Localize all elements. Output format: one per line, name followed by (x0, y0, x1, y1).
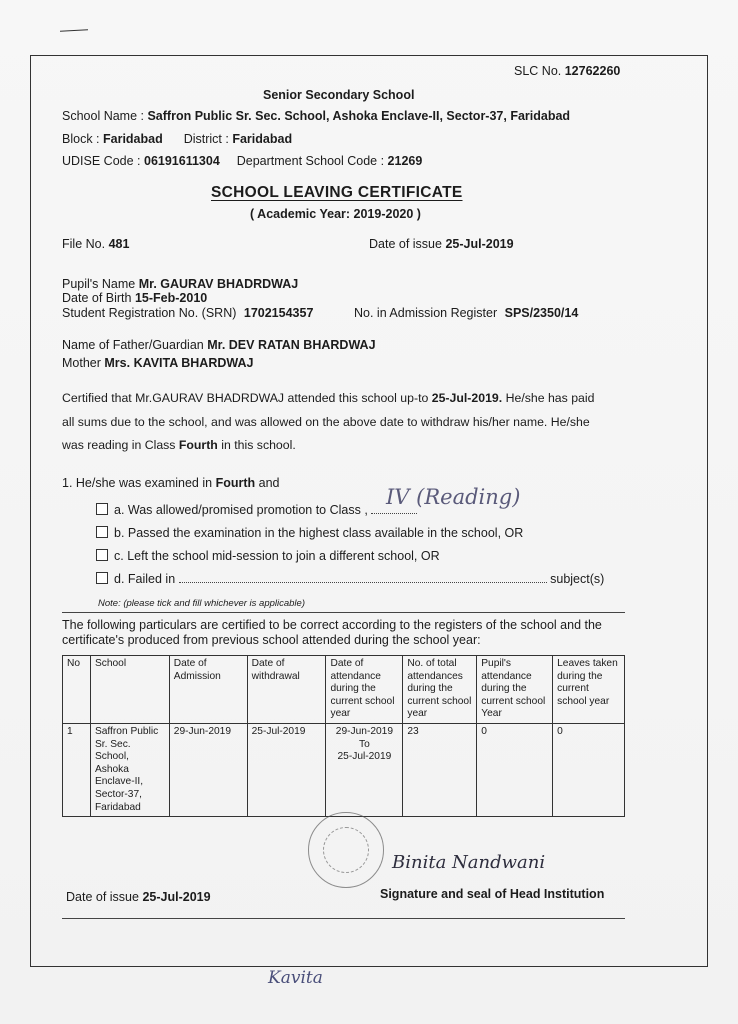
school-name-value: Saffron Public Sr. Sec. School, Ashoka Enclave-II, Sector-37, Faridabad (147, 109, 571, 123)
dept-code-value: 21269 (387, 154, 423, 168)
pen-mark (60, 29, 88, 31)
row-number: 1 (63, 723, 91, 816)
statement-line-2: all sums due to the school, and was allowed on the above date to withdraw his/her name. He/she (62, 415, 590, 429)
dob-value: 15-Feb-2010 (134, 291, 208, 305)
slc-label: SLC No. (514, 64, 562, 78)
signature-caption: Signature and seal of Head Institution (380, 887, 605, 901)
row-admission-date: 29-Jun-2019 (169, 723, 247, 816)
particulars-table (62, 655, 625, 817)
column-header: Date of Admission (169, 656, 247, 724)
srn-line (62, 306, 313, 320)
checkbox-a[interactable] (96, 503, 108, 515)
school-seal (308, 812, 384, 888)
column-header: School (90, 656, 169, 724)
column-header: Pupil's attendance during the current school Year (477, 656, 553, 724)
handwritten-class: IV (Reading) (386, 485, 521, 509)
father-label: Name of Father/Guardian (62, 338, 204, 352)
checkbox-d[interactable] (96, 572, 108, 584)
option-d (96, 572, 604, 586)
row-attendance-period (326, 723, 403, 816)
option-b-label: b. Passed the examination in the highest class available in the school, OR (114, 526, 524, 540)
school-name-label: School Name : (62, 109, 144, 123)
column-header: No. of total attendances during the current school year (403, 656, 477, 724)
admission-register-line (354, 306, 578, 320)
checkbox-b[interactable] (96, 526, 108, 538)
issue-date-bottom (66, 890, 211, 904)
pupil-name-value: Mr. GAURAV BHADRDWAJ (138, 277, 299, 291)
school-name-line (62, 109, 570, 123)
statement-line-3 (62, 434, 296, 456)
option-d-label: d. Failed in (114, 572, 176, 586)
srn-value: 1702154357 (243, 306, 314, 320)
particulars-intro-2: certificate's produced from previous school attended during the school year: (62, 633, 481, 647)
block-district-line (62, 132, 292, 146)
table-header-row (63, 656, 625, 724)
exam-question (62, 476, 280, 490)
exam-text: 1. He/she was examined in (62, 476, 213, 490)
admission-register-label: No. in Admission Register (354, 306, 498, 320)
file-number (62, 237, 129, 251)
row-pupil-attendance: 0 (477, 723, 553, 816)
mother-label: Mother (62, 356, 101, 370)
attendance-to: 25-Jul-2019 (337, 751, 392, 763)
table-row (63, 723, 625, 816)
column-header: No (63, 656, 91, 724)
pupil-name-line (62, 277, 298, 291)
statement-date: 25-Jul-2019. (431, 391, 503, 405)
statement-class: Fourth (178, 438, 218, 452)
file-label: File No. (62, 237, 106, 251)
option-a (96, 503, 417, 517)
bottom-handwriting: Kavita (268, 968, 323, 988)
certificate-title: SCHOOL LEAVING CERTIFICATE (211, 184, 463, 201)
row-total-attendances: 23 (403, 723, 477, 816)
father-line (62, 338, 376, 352)
block-label: Block : (62, 132, 100, 146)
mother-line (62, 356, 253, 370)
option-b (96, 526, 523, 540)
column-header: Date of attendance during the current school year (326, 656, 403, 724)
dept-code-label: Department School Code : (236, 154, 385, 168)
dob-line (62, 291, 207, 305)
statement-line-1 (62, 387, 594, 409)
pupil-name-label: Pupil's Name (62, 277, 136, 291)
father-value: Mr. DEV RATAN BHARDWAJ (207, 338, 376, 352)
admission-register-value: SPS/2350/14 (504, 306, 579, 320)
dob-label: Date of Birth (62, 291, 132, 305)
checkbox-c[interactable] (96, 549, 108, 561)
column-header: Leaves taken during the current school year (553, 656, 625, 724)
district-label: District : (183, 132, 229, 146)
udise-value: 06191611304 (144, 154, 220, 168)
attendance-to-label: To (359, 738, 370, 750)
bottom-divider (62, 918, 625, 919)
attendance-from: 29-Jun-2019 (335, 725, 394, 737)
instruction-note: Note: (please tick and fill whichever is applicable) (98, 598, 305, 609)
statement-text: He/she has paid (505, 391, 595, 405)
srn-label: Student Registration No. (SRN) (62, 306, 237, 320)
mother-value: Mrs. KAVITA BHARDWAJ (104, 356, 254, 370)
slc-number (514, 64, 620, 78)
column-header: Date of withdrawal (247, 656, 326, 724)
district-value: Faridabad (232, 132, 293, 146)
option-c (96, 549, 440, 563)
row-leaves: 0 (553, 723, 625, 816)
head-signature: Binita Nandwani (392, 852, 546, 873)
academic-year: ( Academic Year: 2019-2020 ) (250, 207, 421, 221)
slc-value: 12762260 (564, 64, 621, 78)
row-withdrawal-date: 25-Jul-2019 (247, 723, 326, 816)
file-value: 481 (108, 237, 130, 251)
option-c-label: c. Left the school mid-session to join a different school, OR (114, 549, 440, 563)
particulars-intro-1: The following particulars are certified to be correct according to the registers of the school and the (62, 618, 602, 632)
issue-value-bottom: 25-Jul-2019 (142, 890, 211, 904)
statement-pupil-name: Mr.GAURAV BHADRDWAJ (135, 391, 285, 405)
statement-text: attended this school up-to (287, 391, 429, 405)
block-value: Faridabad (103, 132, 163, 146)
statement-text: Certified that (62, 391, 132, 405)
exam-text: and (258, 476, 280, 490)
option-a-label: a. Was allowed/promised promotion to Class , (114, 503, 368, 517)
option-d-suffix: subject(s) (550, 572, 605, 586)
udise-label: UDISE Code : (62, 154, 141, 168)
issue-value-top: 25-Jul-2019 (445, 237, 514, 251)
school-type: Senior Secondary School (263, 88, 415, 102)
udise-line (62, 154, 422, 168)
divider (62, 612, 625, 613)
issue-date-top (369, 237, 514, 251)
exam-class: Fourth (215, 476, 256, 490)
statement-text: was reading in Class (62, 438, 176, 452)
issue-label-bottom: Date of issue (66, 890, 139, 904)
issue-label-top: Date of issue (369, 237, 442, 251)
statement-text: in this school. (221, 438, 296, 452)
row-school: Saffron Public Sr. Sec. School, Ashoka Enclave-II, Sector-37, Faridabad (90, 723, 169, 816)
